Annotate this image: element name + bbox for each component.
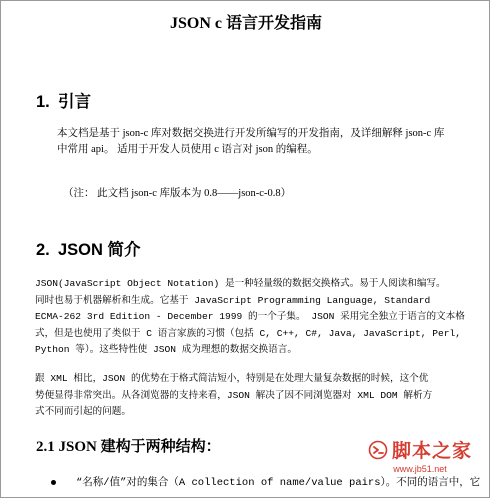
text-line: 同时也易于机器解析和生成。它基于 JavaScript Programming Language, Standard <box>35 295 431 306</box>
text-line: 跟 XML 相比，JSON 的优势在于格式简洁短小，特别是在处理大量复杂数据的时候，这个优 <box>35 373 429 384</box>
watermark-name: 脚本之家 <box>391 441 472 462</box>
section-1-title: 引言 <box>58 93 91 111</box>
text-line: 中常用 api。 适用于开发人员使用 c 语言对 json 的编程。 <box>57 144 318 155</box>
text-line: 势便显得非常突出。从各浏览器的支持来看，JSON 解决了因不同浏览器对 XML DOM 解析方 <box>35 390 433 401</box>
text-line: ECMA-262 3rd Edition - December 1999 的一个子集。 JSON 采用完全独立于语言的文本格 <box>35 311 465 322</box>
text-line: 本文档是基于 json-c 库对数据交换进行开发所编写的开发指南，及详细解释 json-c 库 <box>57 128 445 139</box>
section-2-title: JSON 简介 <box>58 241 141 259</box>
text-line: Python 等）。这些特性使 JSON 成为理想的数据交换语言。 <box>35 344 297 355</box>
bullet-icon <box>51 480 56 485</box>
section-1-paragraph <box>57 126 444 158</box>
section-1-number: 1. <box>36 93 50 111</box>
section-2-number: 2. <box>36 241 50 259</box>
text-line: 式，但是也使用了类似于 C 语言家族的习惯（包括 C, C++, C#, Java, JavaScript, Perl, <box>35 328 461 339</box>
section-1-heading <box>36 88 91 112</box>
version-note: （注： 此文档 json-c 库版本为 0.8——json-c-0.8） <box>63 188 292 199</box>
watermark-url: www.jb51.net <box>393 464 447 474</box>
text-line: JSON(JavaScript Object Notation) 是一种轻量级的数据交换格式。易于人阅读和编写。 <box>35 278 446 289</box>
section-2-1-heading: 2.1 JSON 建构于两种结构： <box>36 439 221 455</box>
text-line: 式不同而引起的问题。 <box>35 406 131 417</box>
bullet-item: “名称/值”对的集合（A collection of name/value pairs）。不同的语言中，它 <box>76 477 481 489</box>
section-2-heading <box>36 236 141 260</box>
site-watermark <box>362 436 478 474</box>
site-logo-icon <box>368 440 388 460</box>
document-title: JSON c 语言开发指南 <box>169 15 322 32</box>
